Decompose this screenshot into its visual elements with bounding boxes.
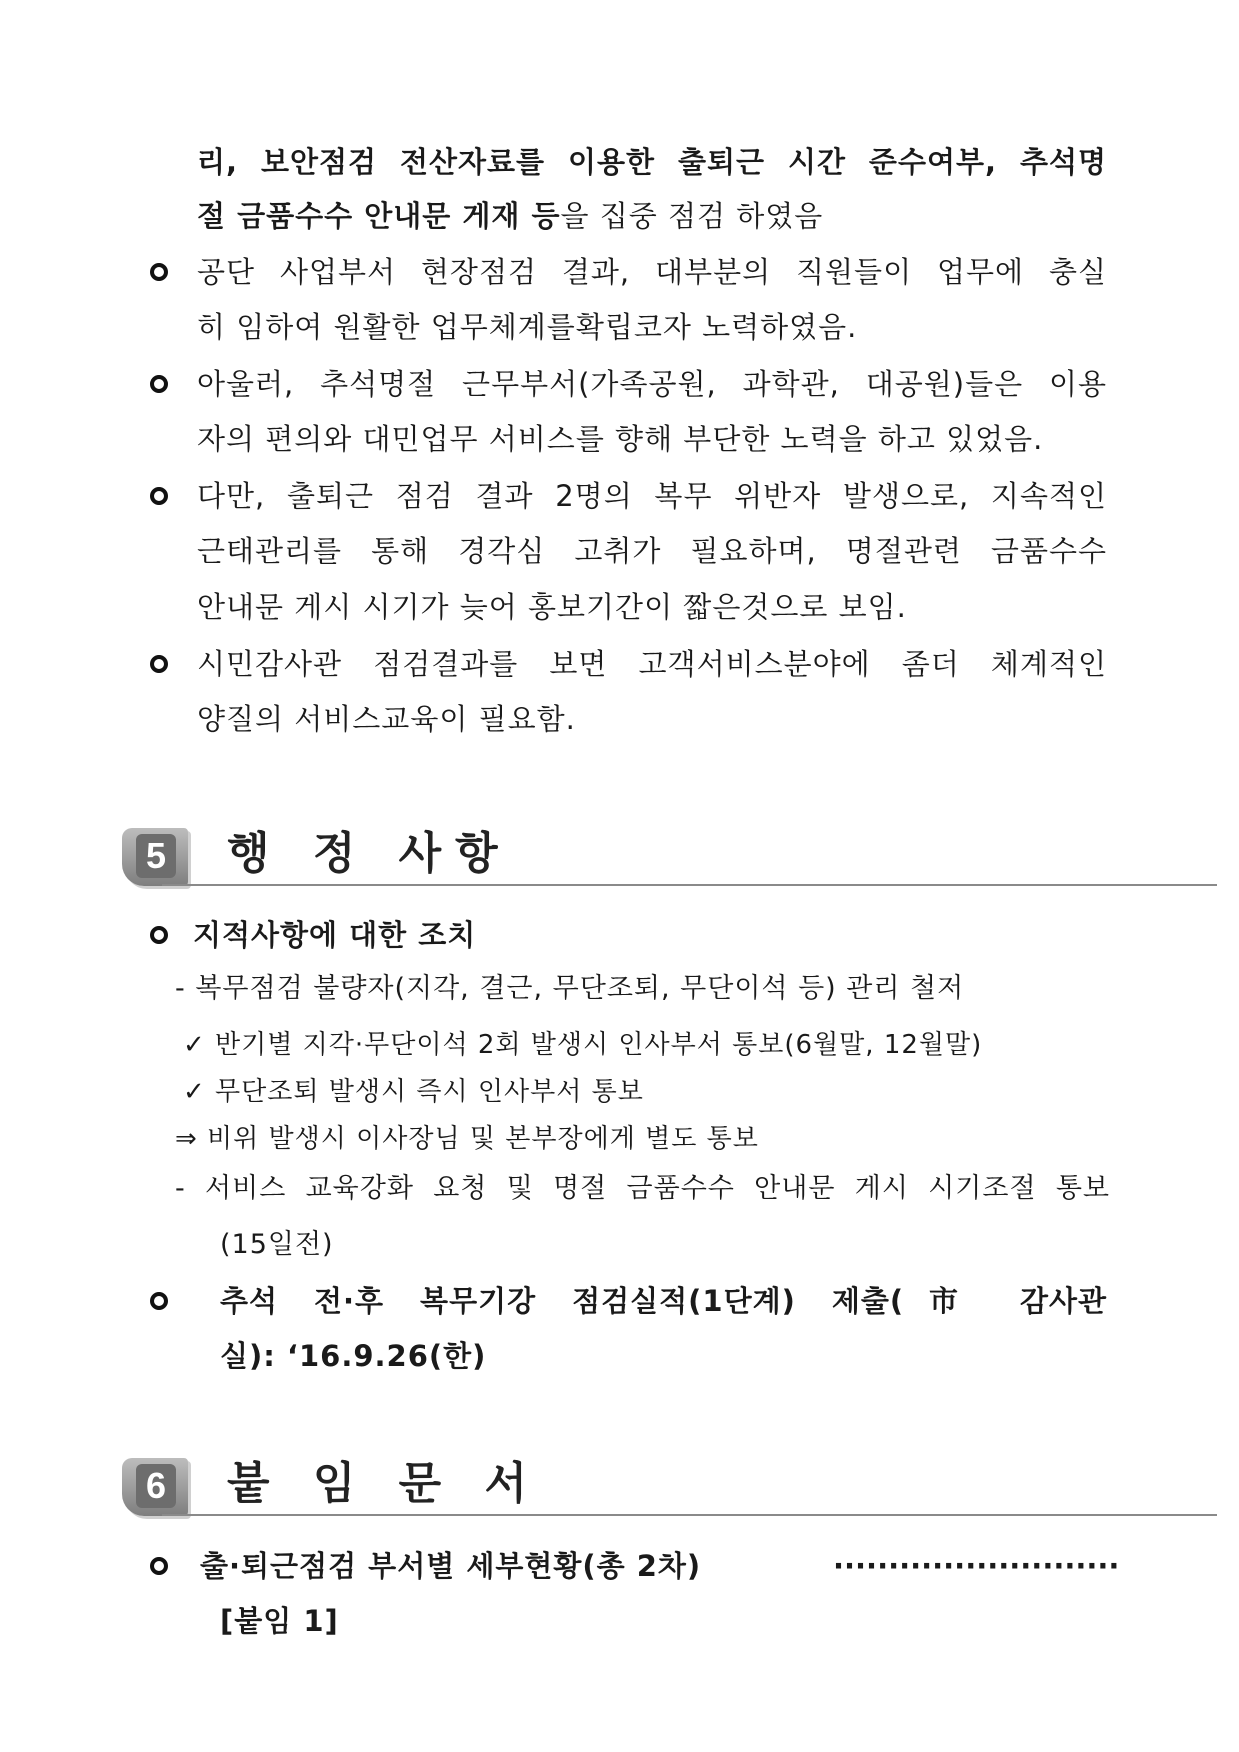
submission-line-1: 추석 전·후 복무기강 점검실적(1단계) 제출(市 감사관 [220,1284,1107,1318]
early-leave-report-item: ✓ 무단조퇴 발생시 즉시 인사부서 통보 [183,1077,644,1107]
finding-3-line-3: 안내문 게시 시기가 늦어 홍보기간이 짧은것으로 보임. [197,590,907,624]
misconduct-report-item: ⇒ 비위 발생시 이사장님 및 본부장에게 별도 통보 [175,1124,759,1154]
section-title: 붙 임 문 서 [227,1458,541,1509]
section-6-header [122,1452,1217,1522]
finding-4-line-2: 양질의 서비스교육이 필요함. [197,702,576,736]
semiannual-report-item: ✓ 반기별 지각·무단이석 2회 발생시 인사부서 통보(6월말, 12월말) [183,1030,983,1060]
circle-bullet-icon [150,1292,168,1310]
section-title: 행 정 사항 [227,828,512,879]
circle-bullet-icon [150,263,168,281]
circle-bullet-icon [150,1557,168,1575]
finding-1-line-2: 히 임하여 원활한 업무체계를확립코자 노력하였음. [197,310,858,344]
finding-4-line-1: 시민감사관 점검결과를 보면 고객서비스분야에 좀더 체계적인 [197,647,1107,681]
finding-1-line-1: 공단 사업부서 현장점검 결과, 대부분의 직원들이 업무에 충실 [197,255,1107,289]
finding-2-line-1: 아울러, 추석명절 근무부서(가족공원, 과학관, 대공원)들은 이용 [197,367,1107,401]
service-training-item: - 서비스 교육강화 요청 및 명절 금품수수 안내문 게시 시기조절 통보 [175,1173,1110,1204]
section-number-badge [122,1458,188,1516]
attendance-management-item: - 복무점검 불량자(지각, 결근, 무단조퇴, 무단이석 등) 관리 철저 [175,973,965,1004]
finding-3-line-1: 다만, 출퇴근 점검 결과 2명의 복무 위반자 발생으로, 지속적인 [197,479,1107,513]
section-number: 5 [136,834,176,878]
intro-line-2-bold: 절 금품수수 안내문 게재 등 [197,199,561,233]
intro-line-1: 리, 보안점검 전산자료를 이용한 출퇴근 시간 준수여부, 추석명 [197,145,1107,179]
circle-bullet-icon [150,655,168,673]
section-5-header [122,822,1217,892]
finding-2-line-2: 자의 편의와 대민업무 서비스를 향해 부단한 노력을 하고 있었음. [197,422,1044,456]
intro-line-2-rest: 을 집중 점검 하였음 [560,199,824,233]
circle-bullet-icon [150,487,168,505]
service-training-item-cont: (15일전) [220,1229,334,1260]
corrective-action-title: 지적사항에 대한 조치 [193,918,477,952]
intro-line-2 [197,196,823,236]
finding-3-line-2: 근태관리를 통해 경각심 고취가 필요하며, 명절관련 금품수수 [197,534,1107,568]
attachment-reference: [붙임 1] [220,1604,339,1638]
section-number-badge [122,828,188,886]
section-number: 6 [136,1464,176,1508]
attachment-item-title: 출·퇴근점검 부서별 세부현황(총 2차) [200,1549,702,1583]
dot-leader: ·························· [833,1549,1120,1583]
circle-bullet-icon [150,375,168,393]
submission-line-2: 실): ‘16.9.26(한) [220,1339,487,1373]
circle-bullet-icon [150,926,168,944]
